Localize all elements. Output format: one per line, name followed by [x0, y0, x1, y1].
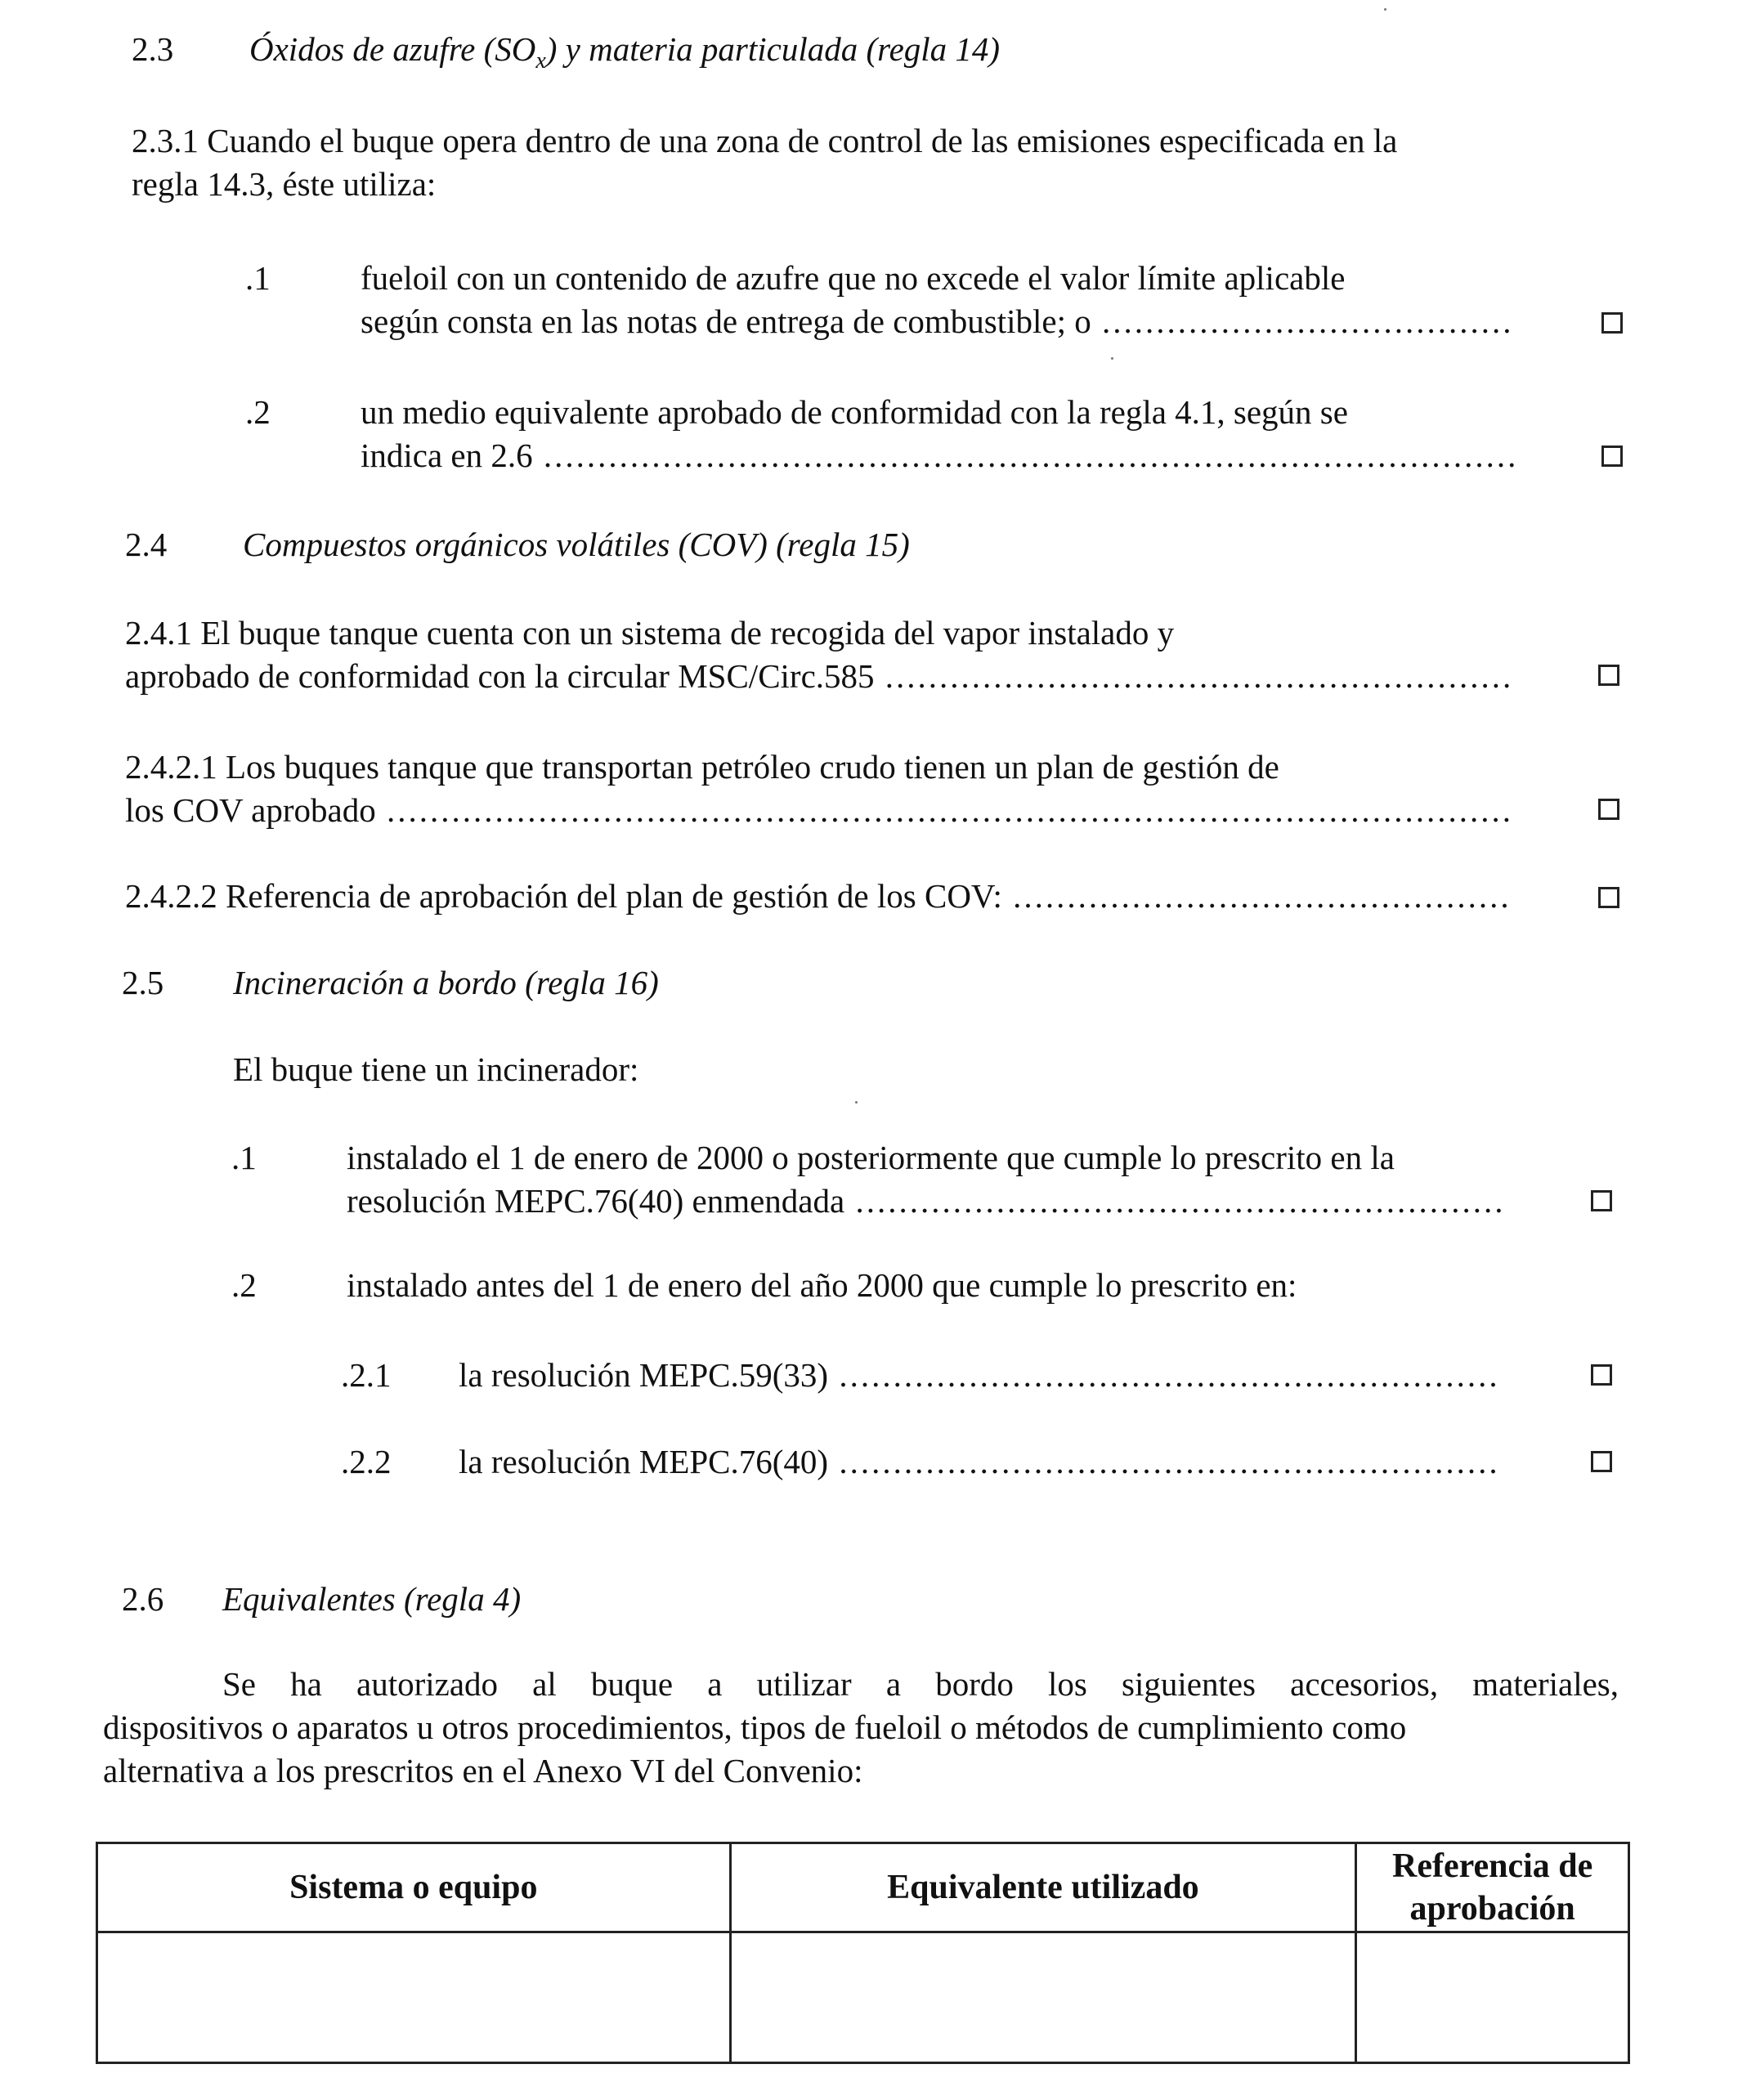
- section-2-4-number: 2.4: [125, 526, 168, 563]
- item-2-5-2-2: [459, 1440, 1502, 1484]
- equivalents-table: [96, 1842, 1630, 2064]
- checkbox-2-5-2-1[interactable]: [1591, 1364, 1612, 1386]
- item-2-5-2-1-number: .2.1: [341, 1356, 392, 1394]
- item-2-5-1-line1: instalado el 1 de enero de 2000 o posteriormente que cumple lo prescrito en la: [347, 1139, 1395, 1176]
- item-2-5-2-text: instalado antes del 1 de enero del año 2000 que cumple lo prescrito en:: [347, 1266, 1297, 1304]
- paragraph-2-6-line1: Se ha autorizado al buque a utilizar a bordo los siguientes accesorios, materiales,: [222, 1665, 1619, 1703]
- checkbox-2-4-2-2[interactable]: [1598, 887, 1619, 908]
- item-2-5-2-2-text: la resolución MEPC.76(40) .....: [459, 1440, 1502, 1484]
- item-2-3-1-2-text: indica en 2.6 .....: [361, 434, 1515, 477]
- table-cell-equivalent[interactable]: [730, 1932, 1356, 2063]
- table-cell-system[interactable]: [97, 1932, 731, 2063]
- item-2-3-1-1-line1: fueloil con un contenido de azufre que no excede el valor límite aplicable: [361, 259, 1346, 297]
- item-2-5-2-1: [459, 1354, 1502, 1397]
- column-header-system: Sistema o equipo: [97, 1843, 731, 1932]
- section-2-6-title: Equivalentes (regla 4): [222, 1580, 522, 1618]
- item-2-5-2-1-text: la resolución MEPC.59(33) .....: [459, 1354, 1502, 1397]
- section-2-5-number: 2.5: [122, 964, 164, 1001]
- checkbox-2-3-1-2[interactable]: [1601, 446, 1623, 467]
- item-2-3-1-1-number: .1: [245, 259, 271, 297]
- column-header-approval-reference: Referencia de aprobación: [1356, 1843, 1629, 1932]
- section-2-4-title: Compuestos orgánicos volátiles (COV) (regla 15): [243, 526, 910, 563]
- section-2-3-title: [249, 28, 1001, 74]
- paragraph-2-6-line3: alternativa a los prescritos en el Anexo VI del Convenio:: [103, 1752, 863, 1789]
- section-2-3-number: 2.3: [132, 30, 174, 68]
- checkbox-2-5-2-2[interactable]: [1591, 1451, 1612, 1472]
- item-2-5-2-2-number: .2.2: [341, 1443, 392, 1480]
- paragraph-2-4-2-2: [125, 875, 1509, 918]
- incinerator-intro: El buque tiene un incinerador:: [233, 1050, 639, 1088]
- checkbox-2-5-1[interactable]: [1591, 1190, 1612, 1211]
- item-2-5-1-line2: [347, 1180, 1502, 1223]
- paragraph-2-4-2-1-line2: [125, 789, 1509, 832]
- item-2-5-2-number: .2: [231, 1266, 257, 1304]
- item-2-5-1-number: .1: [231, 1139, 257, 1176]
- section-2-3-title-subscript: x: [535, 48, 546, 74]
- table-header-row: [97, 1843, 1629, 1932]
- item-2-3-1-2-number: .2: [245, 393, 271, 431]
- column-header-equivalent: Equivalente utilizado: [730, 1843, 1356, 1932]
- section-2-6-number: 2.6: [122, 1580, 164, 1618]
- paragraph-2-4-2-1-text: los COV aprobado .....: [125, 789, 1509, 832]
- paragraph-2-4-2-2-text: 2.4.2.2 Referencia de aprobación del plan de gestión de los COV: .....: [125, 875, 1509, 918]
- item-2-3-1-2-line2: [361, 434, 1515, 477]
- scan-speck: [1384, 8, 1386, 11]
- paragraph-2-3-1-line1: 2.3.1 Cuando el buque opera dentro de una zona de control de las emisiones especificada en la: [132, 122, 1398, 159]
- scan-speck: [1111, 357, 1113, 360]
- paragraph-2-4-1-text: aprobado de conformidad con la circular MSC/Circ.585 .....: [125, 655, 1509, 698]
- checkbox-2-3-1-1[interactable]: [1601, 312, 1623, 334]
- item-2-3-1-1-text: según consta en las notas de entrega de combustible; o .....: [361, 300, 1515, 343]
- paragraph-2-4-1-line2: [125, 655, 1509, 698]
- section-2-3-title-part2: ) y materia particulada (regla 14): [545, 30, 1001, 68]
- paragraph-2-4-1-line1: 2.4.1 El buque tanque cuenta con un sistema de recogida del vapor instalado y: [125, 614, 1175, 651]
- paragraph-2-4-2-1-line1: 2.4.2.1 Los buques tanque que transportan petróleo crudo tienen un plan de gestión de: [125, 748, 1279, 786]
- scan-speck: [855, 1101, 858, 1104]
- item-2-5-1-text: resolución MEPC.76(40) enmendada .....: [347, 1180, 1502, 1223]
- section-2-5-title: Incineración a bordo (regla 16): [233, 964, 659, 1001]
- table-cell-approval-reference[interactable]: [1356, 1932, 1629, 2063]
- item-2-3-1-1-line2: [361, 300, 1515, 343]
- paragraph-2-3-1-line2: regla 14.3, éste utiliza:: [132, 165, 437, 203]
- section-2-3-title-part1: Óxidos de azufre (SO: [249, 30, 536, 68]
- table-row: [97, 1932, 1629, 2063]
- checkbox-2-4-1[interactable]: [1598, 665, 1619, 686]
- paragraph-2-6-line2: dispositivos o aparatos u otros procedimientos, tipos de fueloil o métodos de cumplimiento como: [103, 1708, 1407, 1746]
- item-2-3-1-2-line1: un medio equivalente aprobado de conformidad con la regla 4.1, según se: [361, 393, 1348, 431]
- checkbox-2-4-2-1[interactable]: [1598, 799, 1619, 820]
